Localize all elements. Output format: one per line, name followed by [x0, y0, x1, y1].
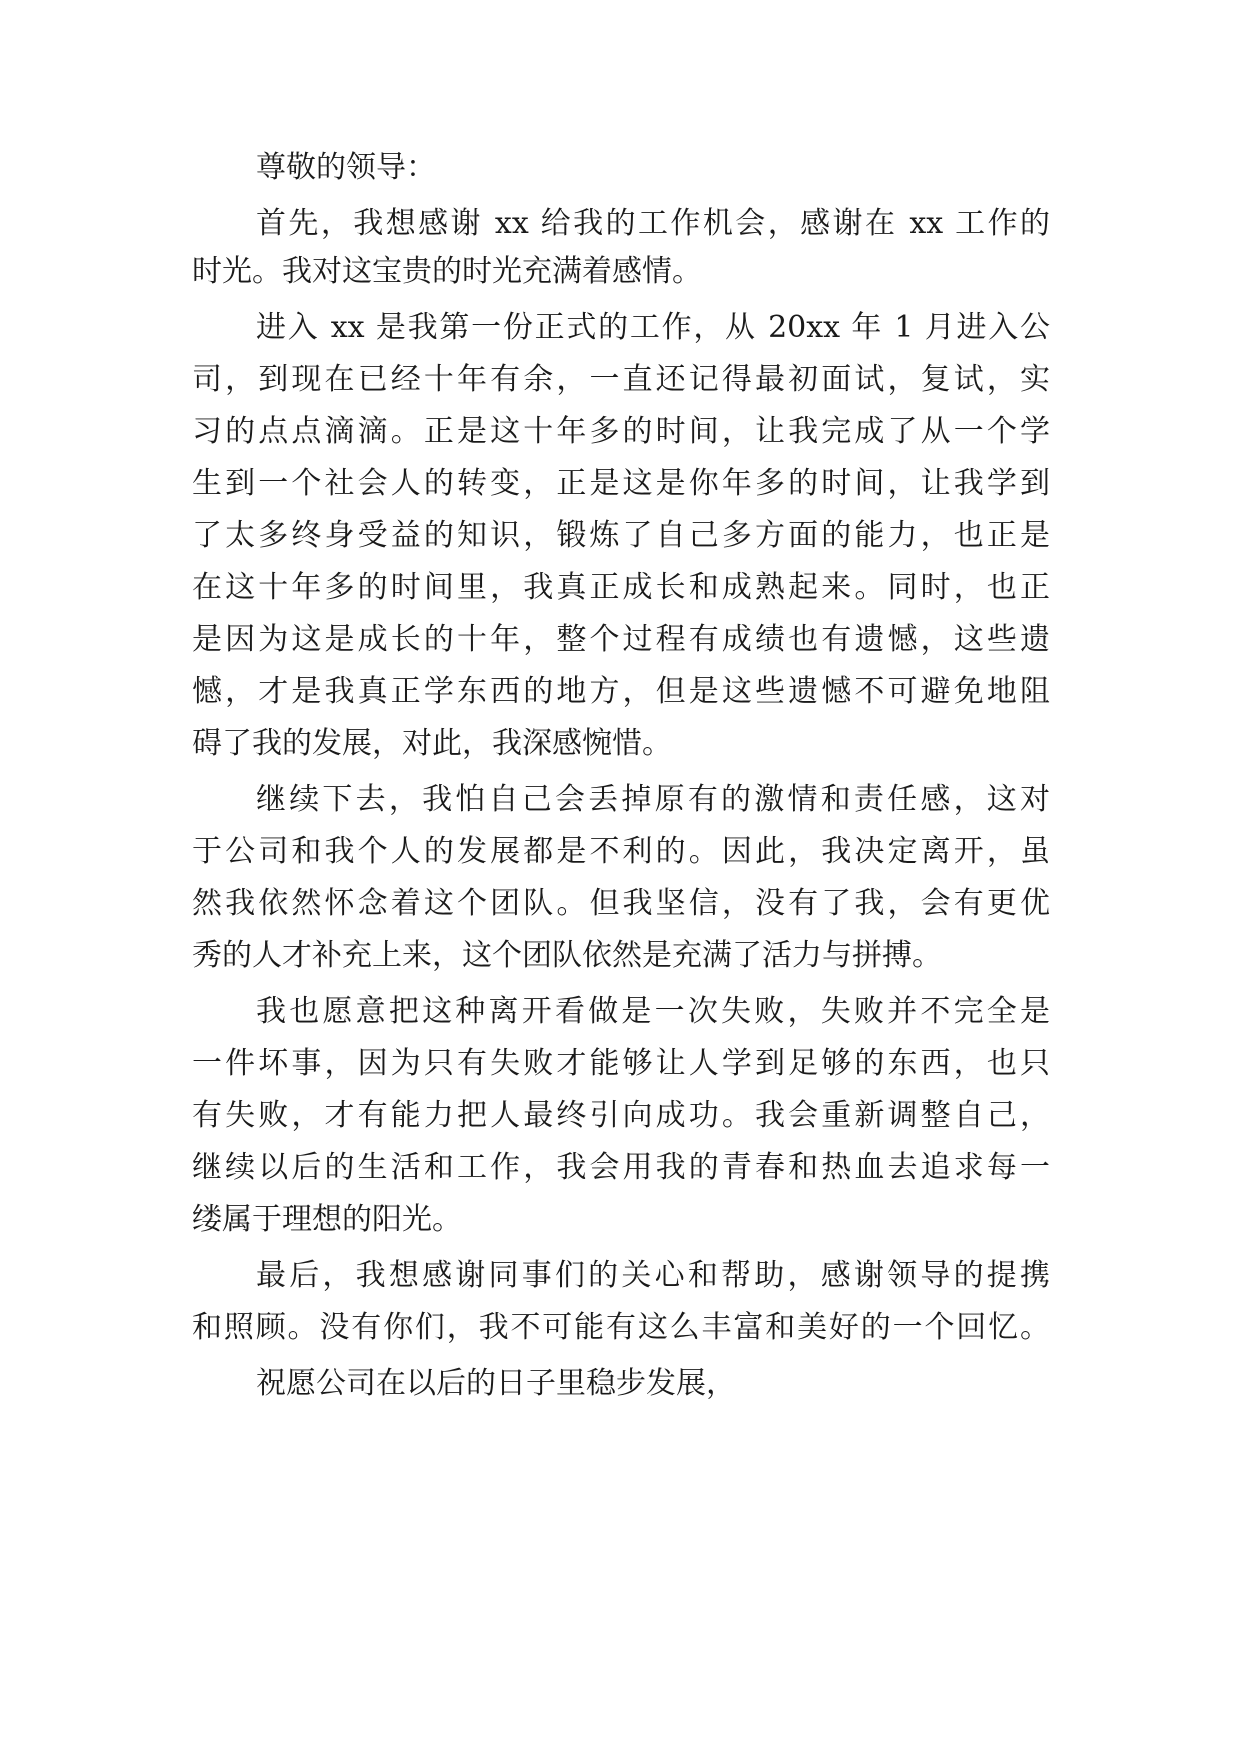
paragraph-2-line: 是因为这是成长的十年，整个过程有成绩也有遗憾，这些遗 [192, 622, 1050, 657]
paragraph-2-line: 了太多终身受益的知识，锻炼了自己多方面的能力，也正是 [192, 518, 1050, 553]
paragraph-4-line: 一件坏事，因为只有失败才能够让人学到足够的东西，也只 [192, 1046, 1050, 1081]
paragraph-2-line: 司，到现在已经十年有余，一直还记得最初面试，复试，实 [192, 362, 1050, 397]
paragraph-2-line: 习的点点滴滴。正是这十年多的时间，让我完成了从一个学 [192, 414, 1050, 449]
paragraph-5-line: 最后，我想感谢同事们的关心和帮助，感谢领导的提携 [256, 1258, 1050, 1293]
paragraph-1-line: 时光。我对这宝贵的时光充满着感情。 [192, 254, 702, 289]
paragraph-4-line: 继续以后的生活和工作，我会用我的青春和热血去追求每一 [192, 1150, 1050, 1185]
paragraph-3-line: 秀的人才补充上来，这个团队依然是充满了活力与拼搏。 [192, 938, 942, 973]
paragraph-4-line: 我也愿意把这种离开看做是一次失败，失败并不完全是 [256, 994, 1050, 1029]
paragraph-2-line: 憾，才是我真正学东西的地方，但是这些遗憾不可避免地阻 [192, 674, 1050, 709]
closing-line: 祝愿公司在以后的日子里稳步发展， [256, 1366, 736, 1401]
paragraph-4-line: 有失败，才有能力把人最终引向成功。我会重新调整自己， [192, 1098, 1050, 1133]
paragraph-3-line: 于公司和我个人的发展都是不利的。因此，我决定离开，虽 [192, 834, 1050, 869]
paragraph-3-line: 然我依然怀念着这个团队。但我坚信，没有了我，会有更优 [192, 886, 1050, 921]
paragraph-2-line: 在这十年多的时间里，我真正成长和成熟起来。同时，也正 [192, 570, 1050, 605]
paragraph-3-line: 继续下去，我怕自己会丢掉原有的激情和责任感，这对 [256, 782, 1050, 817]
paragraph-1-line: 首先，我想感谢 xx 给我的工作机会，感谢在 xx 工作的 [256, 206, 1050, 241]
paragraph-4-line: 缕属于理想的阳光。 [192, 1202, 462, 1237]
paragraph-2-line: 进入 xx 是我第一份正式的工作，从 20xx 年 1 月进入公 [256, 310, 1050, 345]
paragraph-2-line: 碍了我的发展，对此，我深感惋惜。 [192, 726, 672, 761]
salutation: 尊敬的领导： [256, 150, 436, 185]
paragraph-5-line: 和照顾。没有你们，我不可能有这么丰富和美好的一个回忆。 [192, 1310, 1050, 1345]
paragraph-2-line: 生到一个社会人的转变，正是这是你年多的时间，让我学到 [192, 466, 1050, 501]
